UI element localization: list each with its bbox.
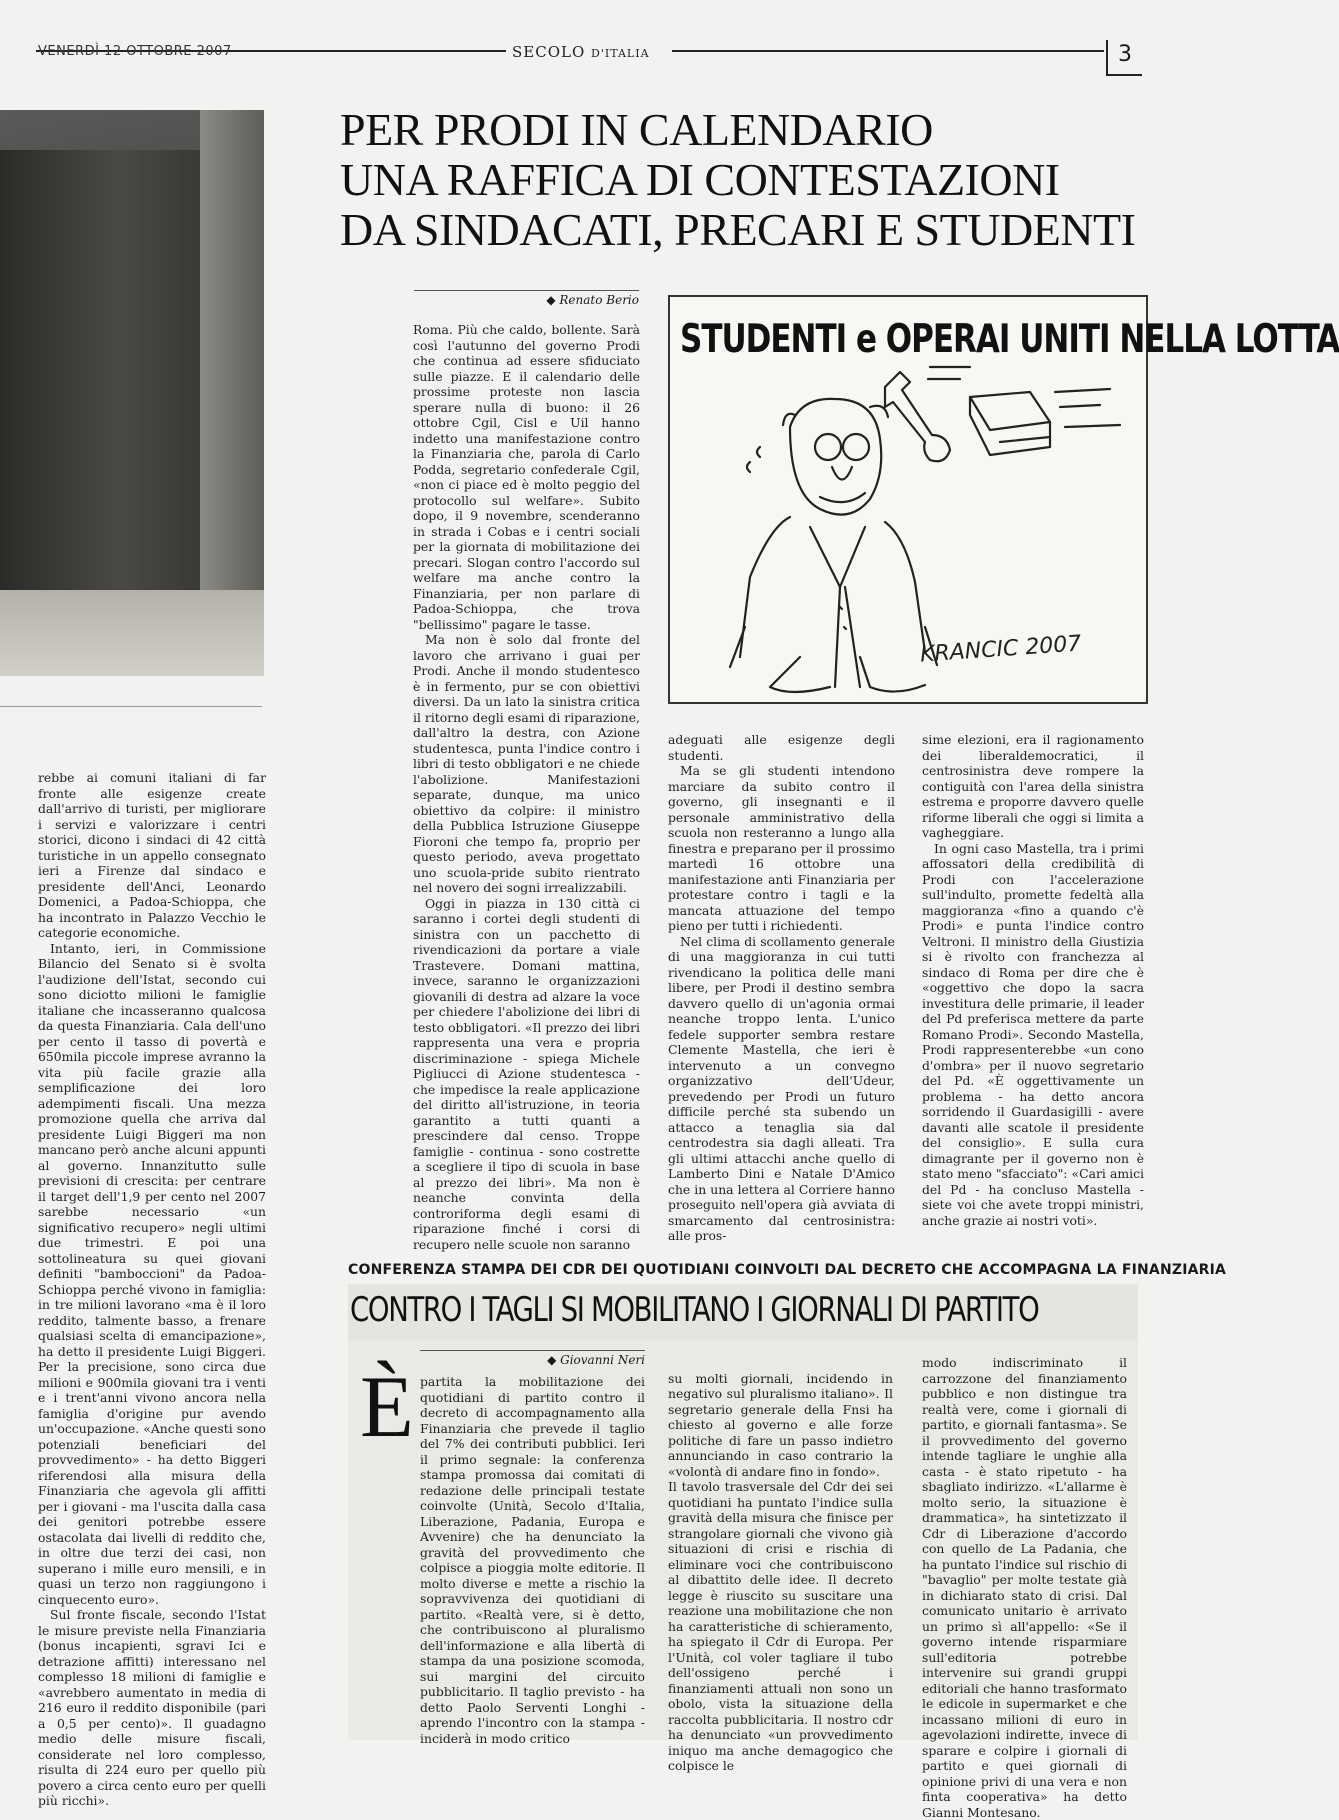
political-cartoon [668,295,1339,704]
main-col2-para-3: Nel clima di scollamento generale di una maggioranza in cui tutti rivendicano la politica delle mani libere, per Prodi il destino sembra davvero quello di un'agonia ormai neanche troppo lenta. L'unico fedele supporter sembra restare Clemente Mastella, che ieri è intervenuto a un convegno organizzativo dell'Udeur, prevedendo per Prodi un futuro difficile perché sta subendo un attacco a tenaglia sia dal centrodestra sia dagli alleati. Tra gli ultimi attacchi anche quello di Lamberto Dini e Natale D'Amico che in una lettera al Corriere hanno proseguito nell'opera già avviata di smarcamento dal centrosinistra: alle pros- [668,933,895,1243]
page-number: 3 [1106,40,1142,76]
bottom-col3-text: modo indiscriminato il carrozzone del finanziamento pubblico e non distingue tra realtà vere, come i giornali di partito, e giornali fantasma». Se il provvedimento del governo intende tagliare le unghie alla casta - è stato ripetuto - ha sbagliato indirizzo. «L'allarme è molto serio, la situazione è drammatica», ha sintetizzato il Cdr di Liberazione d'accordo con quello de La Padania, che ha puntato l'indice sul rischio di "bavaglio" per molte testate già in dichiarato stato di crisi. Dal comunicato unitario è arrivato un primo sì all'appello: «Se il governo intende risparmiare sull'editoria potrebbe intervenire sui grandi gruppi editoriali che hanno trasformato le edicole in supermarket e che incassano milioni di euro in agevolazioni indirette, invece di sparare e colpire i giornali di partito e quei giornali di opinione privi di una vera e non finta cooperativa» ha detto Gianni Montesano. [922,1355,1127,1820]
headline-line-1: PER PRODI IN CALENDARIO [340,104,933,155]
newspaper-name-main: SECOLO [512,43,586,61]
main-col2-para-2: Ma se gli studenti intendono marciare da subito contro il governo, gli insegnanti e il personale amministrativo della scuola non resteranno a lungo alla finestra e preparano per il prossimo martedì 16 ottobre una manifestazione anti Finanziaria per protestare contro i tagli e la mancata attuazione del tempo pieno per tutti i richiedenti. [668,763,895,933]
headline-line-2: UNA RAFFICA DI CONTESTAZIONI [340,154,1060,205]
photo-senate-chair [0,110,264,676]
bottom-article-column-3 [922,1355,1127,1820]
main-article-column-1 [413,322,640,1252]
bottom-article-kicker: CONFERENZA STAMPA DEI CDR DEI QUOTIDIANI COINVOLTI DAL DECRETO CHE ACCOMPAGNA LA FINANZIARIA [348,1262,1227,1278]
bottom-article-headline: CONTRO I TAGLI SI MOBILITANO I GIORNALI DI PARTITO [350,1290,1039,1330]
main-col1-para-2: Ma non è solo dal fronte del lavoro che arrivano i guai per Prodi. Anche il mondo studentesco è in fermento, pur se con obiettivi diversi. Da un lato la sinistra critica il ritorno degli esami di riparazione, dall'altro la destra, con Azione studentesca, punta l'indice contro i libri di testo obbligatori e ne chiede l'abolizione. Manifestazioni separate, dunque, ma unico obiettivo da colpire: il ministro della Pubblica Istruzione Giuseppe Fioroni che tempo fa, proprio per questo periodo, aveva progettato uno scuola-pride subito rientrato nel novero dei sogni irrealizzabili. [413,632,640,895]
main-col2-para-1: adeguati alle esigenze degli studenti. [668,732,895,763]
bottom-article-headline-band [348,1284,1138,1340]
photo-base-shape [0,590,264,676]
bottom-col2-text: su molti giornali, incidendo in negativo sul pluralismo italiano». Il segretario generale della Fnsi ha chiesto al governo e alle forze politiche di fare un passo indietro annunciando in caso contrario la «volontà di andare fino in fondo». Il tavolo trasversale del Cdr dei sei quotidiani ha puntato l'indice sulla gravità della misura che finisce per strangolare giornali che vivono già situazioni di crisi e rischia di eliminare voci che contribuiscono al dibattito delle idee. Il decreto legge è riuscito su suscitare una reazione una mobilitazione che non ha caratteristiche di schieramento, ha spiegato il Cdr di Europa. Per l'Unità, col voler tagliare il tubo dell'ossigeno perché i finanziamenti attuali non sono un obolo, vista la situazione della raccolta pubblicitaria. Il nostro cdr ha denunciato «un provvedimento iniquo ma anche demagogico che colpisce le [668,1370,893,1773]
masthead-rule-right [672,50,1104,52]
photo-chair-shape [0,150,206,650]
bottom-article-column-2 [668,1355,893,1773]
cartoon-signature: KRANCIC 2007 [919,631,1083,668]
main-article-column-3 [922,732,1144,1228]
main-headline [340,105,1140,255]
headline-line-3: DA SINDACATI, PRECARI E STUDENTI [340,204,1136,255]
issue-date: VENERDÌ 12 OTTOBRE 2007 [38,44,232,59]
left-col-para-2: Intanto, ieri, in Commissione Bilancio del Senato si è svolta l'audizione dell'Istat, secondo cui sono diciotto milioni le famiglie italiane che incasseranno qualcosa da questa Finanziaria. Cala dell'uno per cento il tasso di povertà e 650mila piccole imprese avranno la vita più facile grazie alla semplificazione dei loro adempimenti fiscali. Una mezza promozione quella che arriva dal presidente Luigi Biggeri ma non mancano però anche alcuni appunti al governo. Innanzitutto sulle previsioni di crescita: per centrare il target dell'1,9 per cento nel 2007 sarebbe necessario «un significativo recupero» negli ultimi due trimestri. E poi una sottolineatura su quei giovani definiti "bamboccioni" da Padoa-Schioppa perché vivono in famiglia: in tre milioni lavorano «ma è il loro reddito, talmente basso, a frenare qualsiasi scelta di emancipazione», ha detto il presidente Luigi Biggeri. Per la precisione, sono circa due milioni e 900mila giovani tra i venti e i trent'anni vivono ancora nella famiglia d'origine pur avendo un'occupazione. «Anche questi sono potenziali beneficiari del provvedimento» - ha detto Biggeri riferendosi alla misura della Finanziaria che agevola gli affitti per i giovani - ma l'uscita dalla casa dei genitori potrebbe essere ostacolata dai livelli di reddito che, in oltre due terzi dei casi, non superano i mille euro mensili, e in quasi un terzo non raggiungono i cinquecento euro». [38,940,266,1607]
main-byline: ◆ Renato Berio [414,290,639,307]
left-article-column [38,770,266,1808]
bottom-article-column-1 [420,1374,645,1746]
newspaper-name-suffix: D'ITALIA [591,47,650,60]
photo-caption-rule [0,706,262,707]
cartoon-caption: STUDENTI e OPERAI UNITI NELLA LOTTA [680,317,1339,362]
bottom-col1-text: partita la mobilitazione dei quotidiani di partito contro il decreto di accompagnamento alla Finanziaria che prevede il taglio del 7% dei contributi pubblici. Ieri il primo segnale: la conferenza stampa promossa dai comitati di redazione delle principali testate coinvolte (Unità, Secolo d'Italia, Liberazione, Padania, Europa e Avvenire) che ha denunciato la gravità del provvedimento che colpisce a pioggia molte editorie. Il molto diverse e mette a rischio la sopravvivenza dei quotidiani di partito. «Realtà vere, si è detto, che contribuiscono al pluralismo dell'informazione e alla libertà di stampa da una posizione scomoda, sui margini del circuito pubblicitario. Il taglio previsto - ha detto Paolo Serventi Longhi - aprendo l'incontro con la stampa - inciderà in modo critico [420,1374,645,1746]
main-col3-para-1: sime elezioni, era il ragionamento dei liberaldemocratici, il centrosinistra deve rompere la contiguità con l'area della sinistra estrema e proporre davvero quelle riforme liberali che oggi si limita a vagheggiare. [922,732,1144,840]
main-article-column-2 [668,732,895,1243]
bottom-article-byline: ◆ Giovanni Neri [420,1350,645,1367]
main-col1-para-3: Oggi in piazza in 130 città ci saranno i cortei degli studenti di sinistra con un pacchetto di rivendicazioni da portare a viale Trastevere. Domani mattina, invece, saranno le organizzazioni giovanili di destra ad alzare la voce per chiedere l'abolizione dei libri di testo obbligatori. «Il prezzo dei libri rappresenta una vera e propria discriminazione - spiega Michele Pigliucci di Azione studentesca - che impedisce la reale applicazione del diritto all'istruzione, in teoria garantito a tutti quanti a prescindere dal censo. Troppe famiglie - continua - sono costrette a scegliere il tipo di scuola in base al prezzo dei libri». Ma non è neanche convinta della controriforma degli esami di riparazione finché i corsi di recupero nelle scuole non saranno [413,895,640,1252]
newspaper-name [512,43,650,61]
main-col3-para-2: In ogni caso Mastella, tra i primi affossatori della credibilità di Prodi con l'accelerazione sull'indulto, promette fedeltà alla maggioranza «fino a quando c'è Prodi» e punta l'indice contro Veltroni. Il ministro della Giustizia si è rivolto con franchezza al sindaco di Roma per dire che è «oggettivo che dopo la sacra investitura delle primarie, il leader del Pd preferisca metterе da parte Romano Prodi». Secondo Mastella, Prodi rappresenterebbe «un cono d'ombra» per il nuovo segretario del Pd. «È oggettivamente un problema - ha detto ancora sorridendo il Guardasigilli - avere davanti alle scatole il presidente del consiglio». E sulla cura dimagrante per il governo non è stato meno "sfacciato": «Cari amici del Pd - ha concluso Mastella - siete voi che avete troppi ministri, anche grazie ai nostri voti». [922,840,1144,1228]
main-col1-para-1: Roma. Più che caldo, bollente. Sarà così l'autunno del governo Prodi che continua ad essere sfiduciato sulle piazze. E il calendario delle prossime proteste non lascia sperare nulla di buono: il 26 ottobre Cgil, Cisl e Uil hanno indetto una manifestazione contro la Finanziaria che, parola di Carlo Podda, segretario confederale Cgil, «non ci piace ed è molto peggio del protocollo sul welfare». Subito dopo, il 9 novembre, scenderanno in strada i Cobas e i centri sociali per la giornata di mobilitazione dei precari. Slogan contro l'accordo sul welfare ma anche contro la Finanziaria, per non parlare di Padoa-Schioppa, che trova "bellissimo" pagare le tasse. [413,322,640,632]
left-col-para-1: rebbe ai comuni italiani di far fronte alle esigenze create dall'arrivo di turisti, per migliorare i servizi e valorizzare i centri storici, dicono i sindaci di 42 città turistiche in un appello consegnato ieri a Firenze dal sindaco e presidente dell'Anci, Leonardo Domenici, a Padoa-Schioppa, che ha incontrato in Palazzo Vecchio le categorie economiche. [38,770,266,940]
left-col-para-3: Sul fronte fiscale, secondo l'Istat le misure previste nella Finanziaria (bonus incapienti, sgravi Ici e detrazione affitti) interessano nel complesso 18 milioni di famiglie e «avrebbero aumentato in media di 216 euro il reddito disponibile (pari a 0,5 per cento)». Il guadagno medio delle misure fiscali, considerate nel loro complesso, risulta di 224 euro per quello più povero a circa cento euro per quelli più ricchi». [38,1607,266,1808]
bottom-article-dropcap: È [360,1359,414,1456]
